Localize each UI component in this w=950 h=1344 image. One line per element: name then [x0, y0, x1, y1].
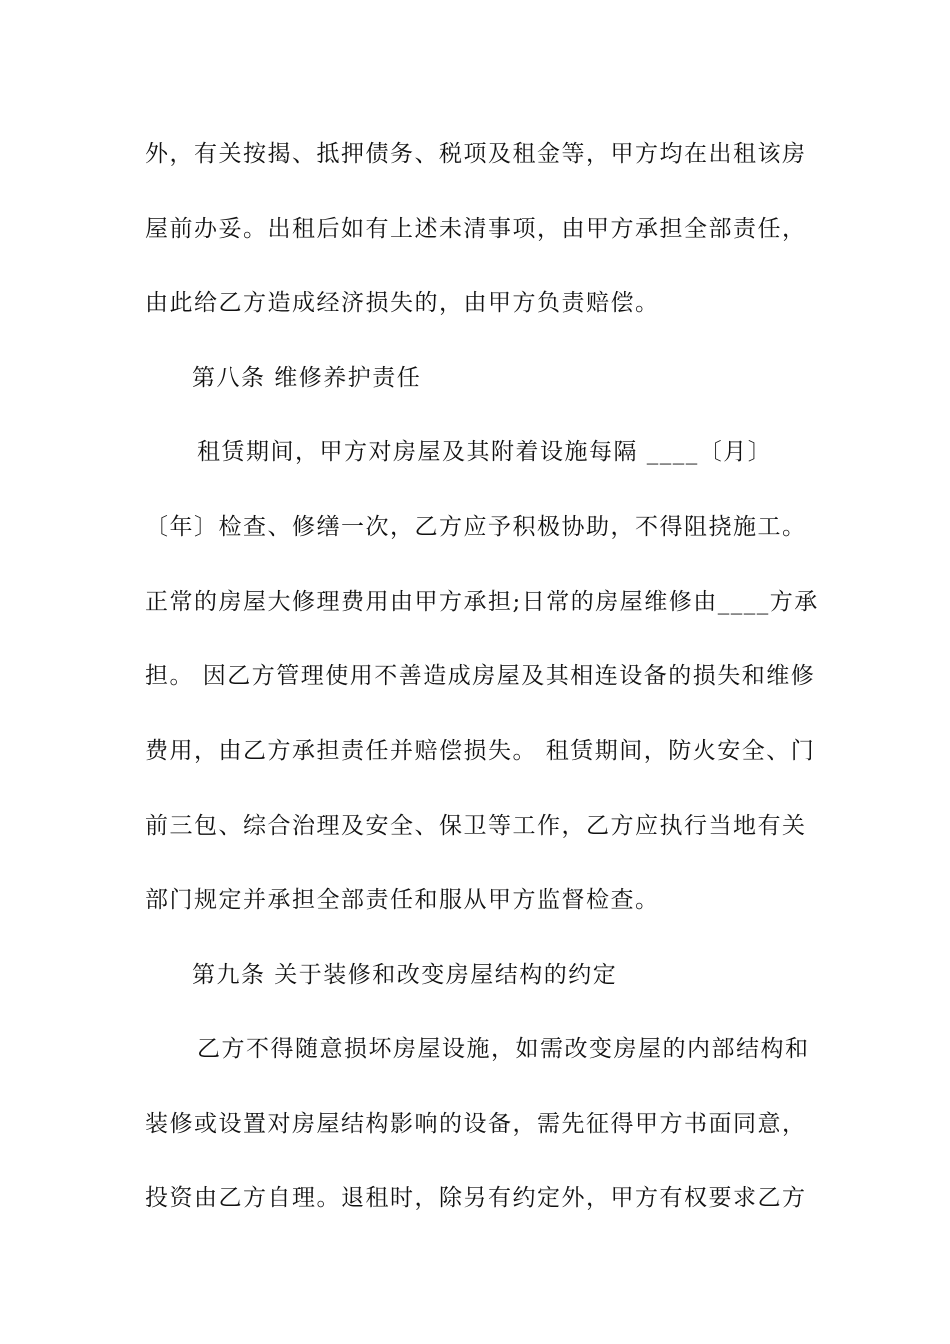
text-line: 担。 因乙方管理使用不善造成房屋及其相连设备的损失和维修	[145, 663, 816, 689]
text-line: 费用，由乙方承担责任并赔偿损失。 租赁期间，防火安全、门	[145, 738, 816, 764]
text-line: 前三包、综合治理及安全、保卫等工作，乙方应执行当地有关	[145, 813, 807, 839]
text-line: 部门规定并承担全部责任和服从甲方监督检查。	[145, 887, 660, 913]
text-line: 租赁期间，甲方对房屋及其附着设施每隔 ____〔月〕	[197, 439, 773, 465]
section-heading: 第八条 维修养护责任	[192, 365, 422, 391]
text-line: 投资由乙方自理。退租时，除另有约定外，甲方有权要求乙方	[145, 1185, 807, 1211]
section-heading: 第九条 关于装修和改变房屋结构的约定	[192, 962, 618, 988]
text-line: 屋前办妥。出租后如有上述未清事项，由甲方承担全部责任，	[145, 216, 807, 242]
text-line: 由此给乙方造成经济损失的，由甲方负责赔偿。	[145, 290, 660, 316]
text-line: 装修或设置对房屋结构影响的设备，需先征得甲方书面同意，	[145, 1111, 807, 1137]
text-line: 乙方不得随意损坏房屋设施，如需改变房屋的内部结构和	[197, 1036, 810, 1062]
text-line: 〔年〕检查、修缮一次，乙方应予积极协助，不得阻挠施工。	[145, 514, 807, 540]
text-line: 外，有关按揭、抵押债务、税项及租金等，甲方均在出租该房	[145, 141, 807, 167]
text-line: 正常的房屋大修理费用由甲方承担;日常的房屋维修由____方承	[145, 589, 819, 615]
